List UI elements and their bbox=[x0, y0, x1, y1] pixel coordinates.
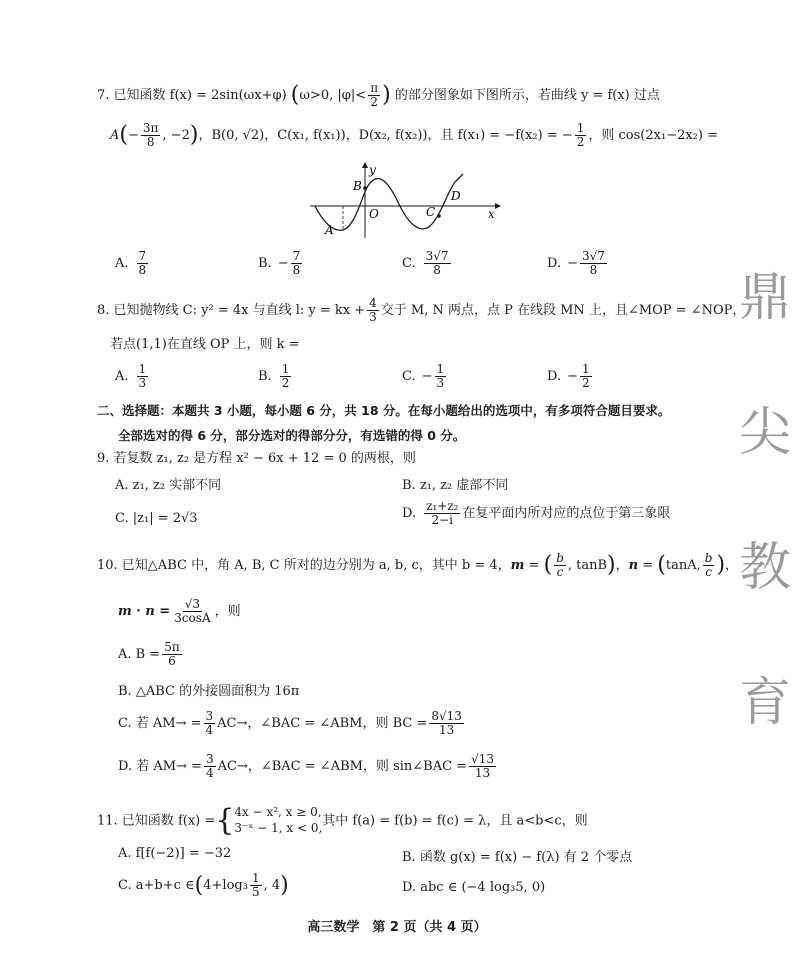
sine-curve bbox=[315, 174, 463, 230]
option-frac bbox=[291, 250, 303, 277]
q7-points: ，B(0, √2)，C(x₁, f(x₁))，D(x₂, f(x₂))，且 f(x₁) = −f(x₂) = − bbox=[198, 128, 573, 144]
vector-n: n bbox=[628, 558, 639, 574]
option-label: A. bbox=[115, 369, 129, 385]
option-label: D. bbox=[402, 506, 417, 522]
option-den: 4 bbox=[205, 723, 214, 738]
option-pre: C. a+b+c ∈ bbox=[118, 878, 195, 894]
q7-cond-num: π bbox=[370, 81, 379, 95]
x-axis-arrow bbox=[495, 203, 501, 209]
q10-dot: m · n = bbox=[118, 604, 171, 620]
watermark-char-2: 尖 bbox=[738, 403, 791, 463]
option-den: 3 bbox=[138, 376, 147, 391]
q11-stem-b: 其中 f(a) = f(b) = f(c) = λ，且 a<b<c，则 bbox=[322, 813, 588, 829]
option-den: 8 bbox=[292, 263, 301, 278]
q7-pointA-close: ) bbox=[189, 122, 199, 148]
option-frac bbox=[250, 872, 262, 899]
option-frac bbox=[580, 250, 607, 277]
page-footer: 高三数学 第 2 页（共 4 页） bbox=[307, 920, 487, 935]
option-num: 5π bbox=[164, 640, 180, 654]
option-result-frac bbox=[429, 710, 464, 737]
option-num: 1 bbox=[436, 362, 445, 376]
section2-instructions: 全部选对的得 6 分，部分选对的得部分分，有选错的得 0 分。 bbox=[118, 428, 466, 443]
q10-option-d[interactable] bbox=[118, 753, 498, 780]
q7-pointA-label: A bbox=[110, 128, 120, 144]
option-sign: − bbox=[567, 256, 578, 272]
n-frac bbox=[703, 552, 715, 579]
n-paren-close: ) bbox=[716, 552, 726, 578]
q7-stem: 7. 已知函数 f(x) = 2sin(ωx+φ) bbox=[97, 88, 287, 104]
option-den: 3 bbox=[436, 376, 445, 391]
option-result-den: 13 bbox=[474, 766, 491, 781]
option-den: 6 bbox=[168, 654, 176, 669]
option-mid: AC→，∠BAC = ∠ABM，则 BC = bbox=[217, 716, 428, 732]
option-sign: − bbox=[567, 369, 578, 385]
m-num: b bbox=[556, 551, 564, 565]
option-num: 1 bbox=[138, 362, 147, 376]
q11-case1: 4x − x², x ≥ 0, bbox=[234, 805, 322, 820]
n-den: c bbox=[705, 565, 712, 580]
option-label: B. bbox=[258, 369, 272, 385]
graph-label-B: B bbox=[353, 179, 362, 193]
graph-label-C: C bbox=[426, 205, 436, 219]
q7-option-b[interactable] bbox=[258, 250, 304, 277]
graph-label-A: A bbox=[325, 223, 334, 237]
option-num: 3√7 bbox=[582, 249, 605, 263]
q11-piecewise bbox=[234, 805, 322, 836]
q9-option-c[interactable]: C. |z₁| = 2√3 bbox=[115, 511, 198, 526]
q10-option-a[interactable] bbox=[118, 641, 184, 668]
q7-pointA-num: 3π bbox=[142, 121, 159, 135]
watermark-char-1: 鼎 bbox=[738, 268, 791, 328]
m-frac bbox=[554, 552, 566, 579]
q7-line1 bbox=[97, 82, 660, 109]
option-label: D. bbox=[547, 369, 562, 385]
q10-dot-den: 3cosA bbox=[174, 611, 211, 626]
q7-option-d[interactable] bbox=[547, 250, 609, 277]
q8-option-c[interactable] bbox=[402, 363, 448, 390]
q10-option-c[interactable] bbox=[118, 710, 466, 737]
q8-stem-c: 若点(1,1)在直线 OP 上，则 k = bbox=[110, 337, 300, 352]
option-den: 2 bbox=[582, 376, 590, 391]
n-paren-open: ( bbox=[657, 552, 666, 578]
q8-option-b[interactable] bbox=[258, 363, 293, 390]
q7-condition: ω>0, |φ|< bbox=[299, 88, 367, 104]
q8-frac-num: 4 bbox=[369, 296, 377, 310]
q10-dot-tail: ，则 bbox=[214, 604, 241, 620]
q8-stem-b: 交于 M, N 两点，点 P 在线段 MN 上，且∠MOP = ∠NOP， bbox=[380, 303, 746, 319]
option-frac bbox=[162, 641, 182, 668]
q7-pointA-open: ( bbox=[119, 122, 128, 148]
q11-option-a[interactable]: A. f[f(−2)] = −32 bbox=[118, 846, 232, 861]
q7-half-den: 2 bbox=[576, 135, 585, 150]
q7-paren-close: ) bbox=[382, 82, 391, 108]
q7-pointA-y: , −2 bbox=[162, 128, 190, 144]
option-num: 3 bbox=[205, 752, 214, 766]
graph-label-x: x bbox=[488, 207, 495, 221]
q7-half-num: 1 bbox=[576, 121, 585, 135]
option-den: 8 bbox=[138, 263, 147, 278]
c-paren-close: ) bbox=[280, 873, 289, 899]
option-num: 7 bbox=[292, 249, 301, 263]
option-frac bbox=[137, 363, 149, 390]
option-frac bbox=[280, 363, 292, 390]
option-num: 1 bbox=[281, 362, 290, 376]
point-C bbox=[437, 214, 441, 218]
option-mid: AC→，∠BAC = ∠ABM，则 sin∠BAC = bbox=[217, 759, 468, 775]
vector-m: m bbox=[510, 558, 525, 574]
q10-line1: 10. 已知△ABC 中，角 A, B, C 所对的边分别为 a, b, c，其中 b = 4，m = ( $\frac{b}{c}$ , tanB)，n = (tanA, $\frac{b}{c}$ )， bbox=[97, 551, 739, 580]
option-num: 1 bbox=[251, 871, 260, 885]
q11-option-d[interactable]: D. abc ∈ (−4 log₃5, 0) bbox=[402, 880, 546, 895]
option-pre: A. B = bbox=[118, 647, 161, 663]
n-head: tanA, bbox=[665, 558, 701, 574]
q9-d-frac bbox=[424, 500, 460, 527]
option-num: 7 bbox=[138, 249, 147, 263]
option-label: C. bbox=[402, 256, 416, 272]
option-label: A. bbox=[115, 256, 129, 272]
option-result-num: 8√13 bbox=[431, 709, 462, 723]
graph-label-D: D bbox=[451, 189, 461, 203]
q8-frac-den: 3 bbox=[369, 310, 377, 325]
option-num: 3√7 bbox=[425, 249, 449, 263]
option-sign: − bbox=[421, 369, 433, 385]
q7-sine-graph bbox=[305, 160, 505, 240]
q7-line2: A(− $\frac{3\pi}{8}$ , −2)，B(0, √2)，C(x₁, f(x₁))，D(x₂, f(x₂))，且 f(x₁) = −f(x₂) = − $\frac{1}{2}$ ，则 cos(2x₁−2x₂) = bbox=[110, 121, 718, 150]
q10-dot-num: √3 bbox=[184, 597, 201, 611]
vector-m-eq: = bbox=[524, 558, 544, 574]
m-paren-open: ( bbox=[543, 552, 553, 578]
option-num: 3 bbox=[205, 709, 214, 723]
q7-cond-frac bbox=[368, 82, 380, 109]
q7-stem-tail: 的部分图象如下图所示，若曲线 y = f(x) 过点 bbox=[394, 88, 660, 104]
m-tail: , tanB bbox=[567, 558, 608, 574]
graph-label-O: O bbox=[369, 207, 379, 221]
m-paren-close: ) bbox=[607, 552, 616, 578]
option-result-den: 13 bbox=[439, 723, 455, 738]
q9-option-d[interactable] bbox=[402, 500, 670, 527]
option-frac bbox=[204, 753, 216, 780]
option-pre: D. 若 AM→ = bbox=[118, 759, 202, 775]
q7-ask: ，则 cos(2x₁−2x₂) = bbox=[588, 128, 718, 144]
q7-paren-open: ( bbox=[290, 82, 300, 108]
option-frac bbox=[580, 363, 592, 390]
option-sign: − bbox=[277, 256, 289, 272]
option-frac bbox=[204, 710, 216, 737]
q11-option-c[interactable] bbox=[118, 872, 289, 899]
q9-d-num: z₁+z₂ bbox=[426, 499, 459, 513]
point-B bbox=[363, 186, 367, 190]
option-den: 8 bbox=[433, 263, 441, 278]
q7-pointA-frac bbox=[141, 122, 161, 149]
q8-option-a[interactable] bbox=[115, 363, 150, 390]
watermark-char-3: 教 bbox=[738, 538, 791, 598]
q8-line2 bbox=[110, 337, 300, 353]
option-frac bbox=[424, 250, 451, 277]
section2-heading: 二、选择题：本题共 3 小题，每小题 6 分，共 18 分。在每小题给出的选项中，有多项符合题目要求。 bbox=[97, 403, 671, 418]
q10-option-b[interactable]: B. △ABC 的外接圆面积为 16π bbox=[118, 684, 300, 699]
c-paren-open: ( bbox=[194, 873, 204, 899]
y-axis-arrow bbox=[362, 162, 368, 168]
option-pre: C. 若 AM→ = bbox=[118, 716, 202, 732]
q11-option-b[interactable]: B. 函数 g(x) = f(x) − f(λ) 有 2 个零点 bbox=[402, 850, 633, 865]
option-result-frac bbox=[469, 753, 496, 780]
option-num: 1 bbox=[582, 362, 590, 376]
n-num: b bbox=[704, 551, 713, 565]
option-label: D. bbox=[547, 256, 562, 272]
q9-d-tail: 在复平面内所对应的点位于第三象限 bbox=[462, 506, 671, 522]
q7-cond-den: 2 bbox=[370, 95, 378, 110]
q7-half-frac bbox=[575, 122, 587, 149]
option-label: B. bbox=[258, 256, 272, 272]
q11-line1 bbox=[97, 803, 588, 839]
q9-stem: 9. 若复数 z₁, z₂ 是方程 x² − 6x + 12 = 0 的两根，则 bbox=[97, 451, 416, 466]
q8-frac bbox=[367, 297, 379, 324]
option-label: C. bbox=[402, 369, 416, 385]
q8-stem-a: 8. 已知抛物线 C: y² = 4x 与直线 l: y = kx + bbox=[97, 303, 366, 319]
q10-dot-frac bbox=[172, 598, 212, 625]
graph-label-y: y bbox=[369, 163, 376, 177]
q7-pointA-den: 8 bbox=[146, 135, 155, 150]
q11-case2: 3⁻ˣ − 1, x < 0, bbox=[234, 821, 323, 835]
q10-stem: 10. 已知△ABC 中，角 A, B, C 所对的边分别为 a, b, c，其中 b = 4， bbox=[97, 558, 511, 574]
option-den: 8 bbox=[589, 263, 598, 278]
q11-stem-a: 11. 已知函数 f(x) = bbox=[97, 813, 216, 829]
option-den: 4 bbox=[205, 766, 214, 781]
q9-option-a[interactable]: A. z₁, z₂ 实部不同 bbox=[115, 478, 222, 493]
option-frac bbox=[137, 250, 149, 277]
option-tail: , 4 bbox=[263, 878, 281, 894]
q7-option-c[interactable] bbox=[402, 250, 453, 277]
watermark-char-4: 育 bbox=[738, 673, 791, 733]
option-frac bbox=[435, 363, 447, 390]
q9-option-b[interactable]: B. z₁, z₂ 虚部不同 bbox=[402, 478, 509, 493]
option-result-num: √13 bbox=[471, 752, 494, 766]
option-den: 2 bbox=[281, 376, 290, 391]
q9-d-den: 2−i bbox=[431, 513, 454, 528]
q11-brace: { bbox=[215, 803, 235, 838]
q8-option-d[interactable] bbox=[547, 363, 594, 390]
q8-line1 bbox=[97, 297, 745, 324]
m-den: c bbox=[556, 565, 564, 580]
option-den: 5 bbox=[251, 885, 260, 900]
q10-line2 bbox=[118, 598, 241, 625]
q7-option-a[interactable] bbox=[115, 250, 150, 277]
option-in: 4+log₃ bbox=[203, 878, 248, 894]
